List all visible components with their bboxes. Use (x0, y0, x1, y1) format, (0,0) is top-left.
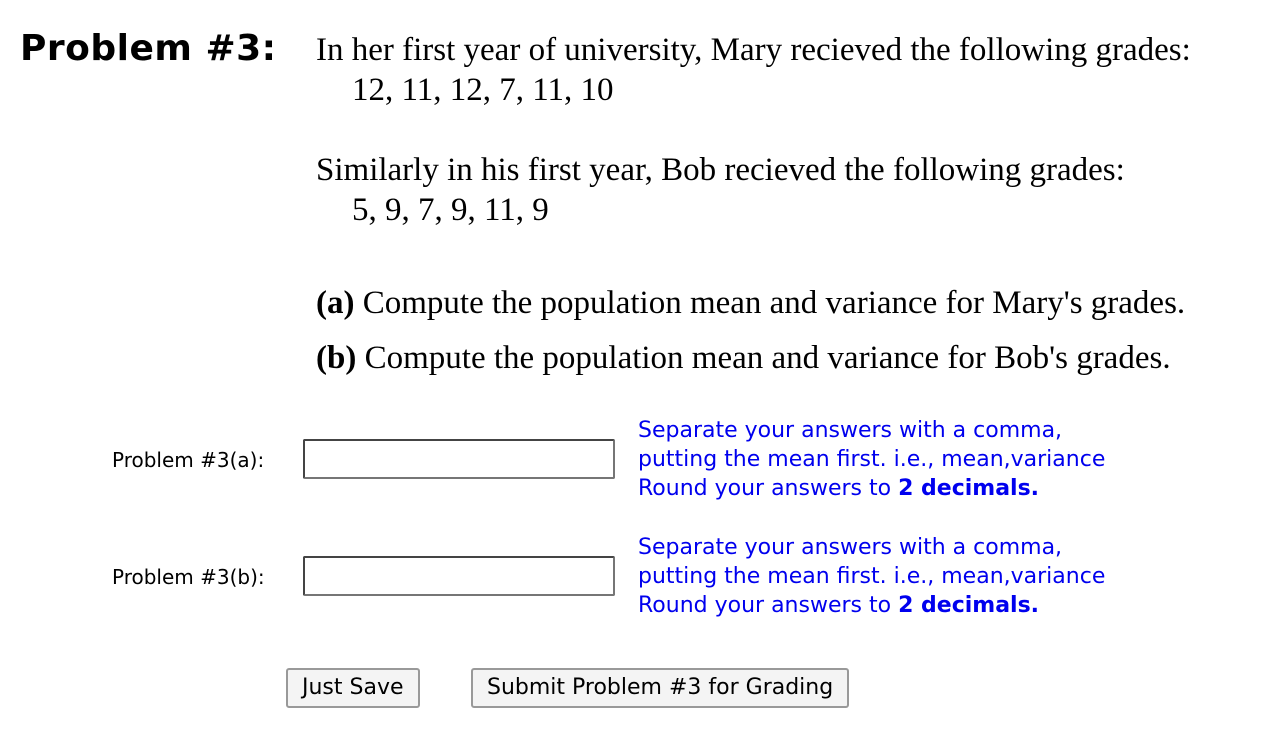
bob-intro-text: Similarly in his first year, Bob recieved the following grades: (316, 152, 1125, 188)
answer-hint-a (638, 416, 1105, 503)
hint-a-line3 (638, 474, 1105, 503)
answer-label-b: Problem #3(b): (112, 565, 265, 589)
answer-input-a[interactable] (303, 439, 615, 479)
just-save-button[interactable]: Just Save (286, 668, 420, 708)
mary-intro-text: In her first year of university, Mary recieved the following grades: (316, 32, 1191, 68)
part-a-text: Compute the population mean and variance for Mary's grades. (362, 285, 1186, 321)
answer-input-b[interactable] (303, 556, 615, 596)
answer-hint-b (638, 533, 1105, 620)
part-a-letter: (a) (316, 285, 355, 321)
hint-b-line2: putting the mean first. i.e., mean,variance (638, 564, 1106, 589)
hint-a-line3-bold: 2 decimals. (898, 476, 1040, 501)
hint-a-line1: Separate your answers with a comma, (638, 418, 1063, 443)
mary-grades-list: 12, 11, 12, 7, 11, 10 (352, 72, 614, 108)
part-a (316, 285, 1185, 322)
bob-grades-list: 5, 9, 7, 9, 11, 9 (352, 192, 549, 228)
part-b-text: Compute the population mean and variance for Bob's grades. (364, 340, 1171, 376)
part-b-letter: (b) (316, 340, 357, 376)
hint-a-line2: putting the mean first. i.e., mean,variance (638, 447, 1106, 472)
answer-label-a: Problem #3(a): (112, 448, 265, 472)
hint-b-line3-prefix: Round your answers to (638, 593, 899, 618)
part-b (316, 340, 1171, 377)
hint-a-line3-prefix: Round your answers to (638, 476, 899, 501)
hint-b-line3-bold: 2 decimals. (898, 593, 1040, 618)
hint-b-line1: Separate your answers with a comma, (638, 535, 1063, 560)
hint-b-line3 (638, 591, 1105, 620)
problem-title: Problem #3: (20, 28, 277, 69)
submit-for-grading-button[interactable]: Submit Problem #3 for Grading (471, 668, 849, 708)
